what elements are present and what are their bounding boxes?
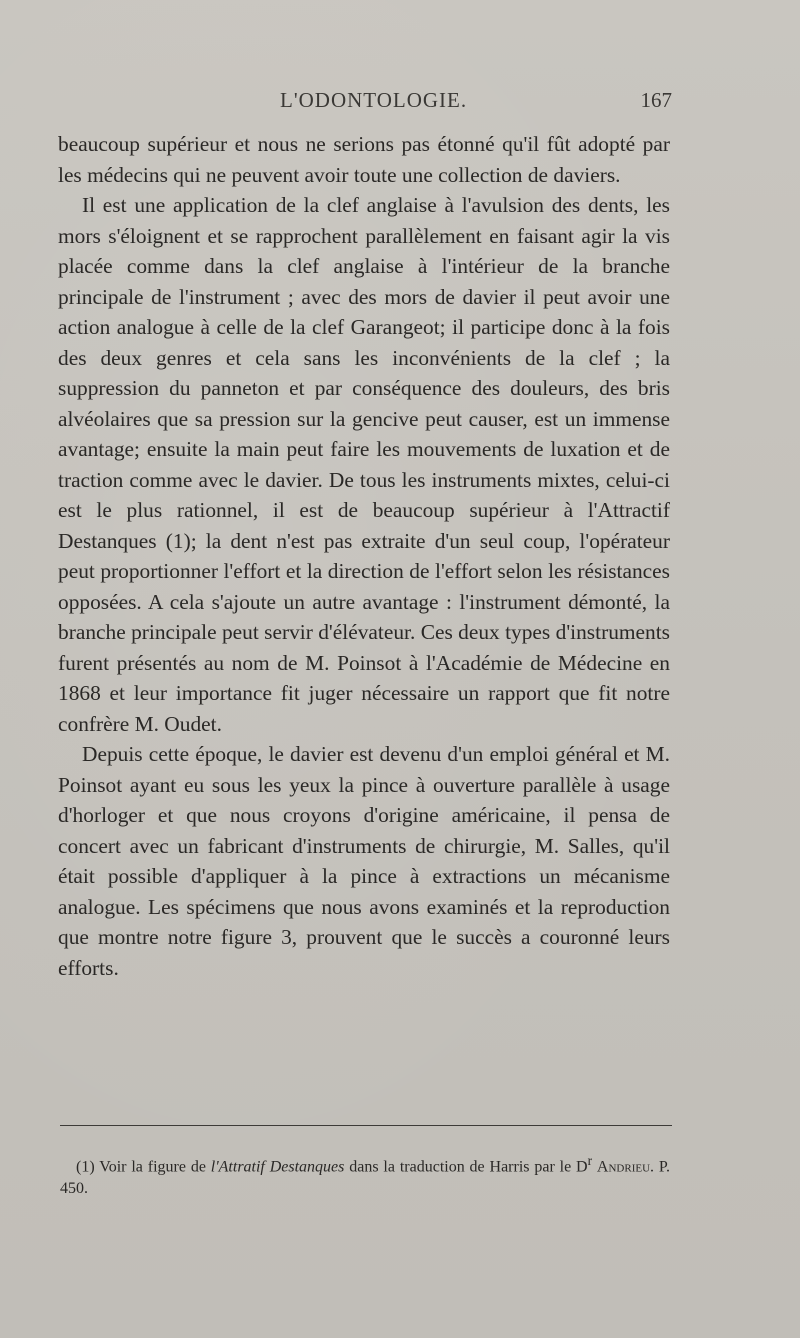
footnote-italic-title: l'Attratif Destanques	[210, 1158, 345, 1176]
footnote-marker: (1)	[76, 1158, 95, 1176]
footnote	[60, 1150, 670, 1200]
paragraph: Depuis cette époque, le davier est devenu d'un emploi général et M. Poinsot ayant eu sous les yeux la pince à ouverture parallèle à usage d'horloger et que nous croyons d'origine américaine, il pensa de concert avec un fabricant d'instruments de chirurgie, M. Salles, qu'il était possible d'appliquer à la pince à extractions un mécanisme analogue. Les spécimens que nous avons examinés et la reproduction que montre notre figure 3, prouvent que le succès a couronné leurs efforts.	[58, 742, 670, 980]
page-header	[58, 88, 672, 118]
footnote-author: Andrieu	[596, 1158, 651, 1176]
footnote-superscript: r	[587, 1153, 593, 1168]
footnote-separator	[60, 1125, 672, 1126]
footnote-text: . P. 450.	[60, 1158, 671, 1198]
page-number: 167	[640, 88, 672, 112]
footnote-text: dans la traduction de Harris par le D	[349, 1158, 588, 1176]
footnote-text: Voir la figure de	[99, 1158, 206, 1176]
running-title: L'ODONTOLOGIE.	[280, 88, 468, 112]
paragraph: Il est une application de la clef anglaise à l'avulsion des dents, les mors s'éloignent et se rapprochent parallèlement en faisant agir la vis placée comme dans la clef anglaise à l'intérieur de la branche principale de l'instrument ; avec des mors de davier il peut avoir une action analogue à celle de la clef Garangeot; il participe donc à la fois des deux genres et cela sans les inconvénients de la clef ; la suppression du panneton et par conséquence des douleurs, des bris alvéolaires que sa pression sur la gencive peut causer, est un immense avantage; ensuite la main peut faire les mouvements de luxation et de traction comme avec le davier. De tous les instruments mixtes, celui-ci est le plus rationnel, il est de beaucoup supérieur à l'Attractif Destanques (1); la dent n'est pas extraite d'un seul coup, l'opérateur peut proportionner l'effort et la direction de l'effort selon les résistances opposées. A cela s'ajoute un autre avantage : l'instrument démonté, la branche principale peut servir d'élévateur. Ces deux types d'instruments furent présentés au nom de M. Poinsot à l'Académie de Médecine en 1868 et leur importance fit juger nécessaire un rapport que fit notre confrère M. Oudet.	[58, 193, 670, 736]
paragraph-continued: beaucoup supérieur et nous ne serions pas étonné qu'il fût adopté par les médecins qui ne peuvent avoir toute une collection de daviers.	[58, 132, 670, 187]
body-text	[58, 129, 670, 983]
